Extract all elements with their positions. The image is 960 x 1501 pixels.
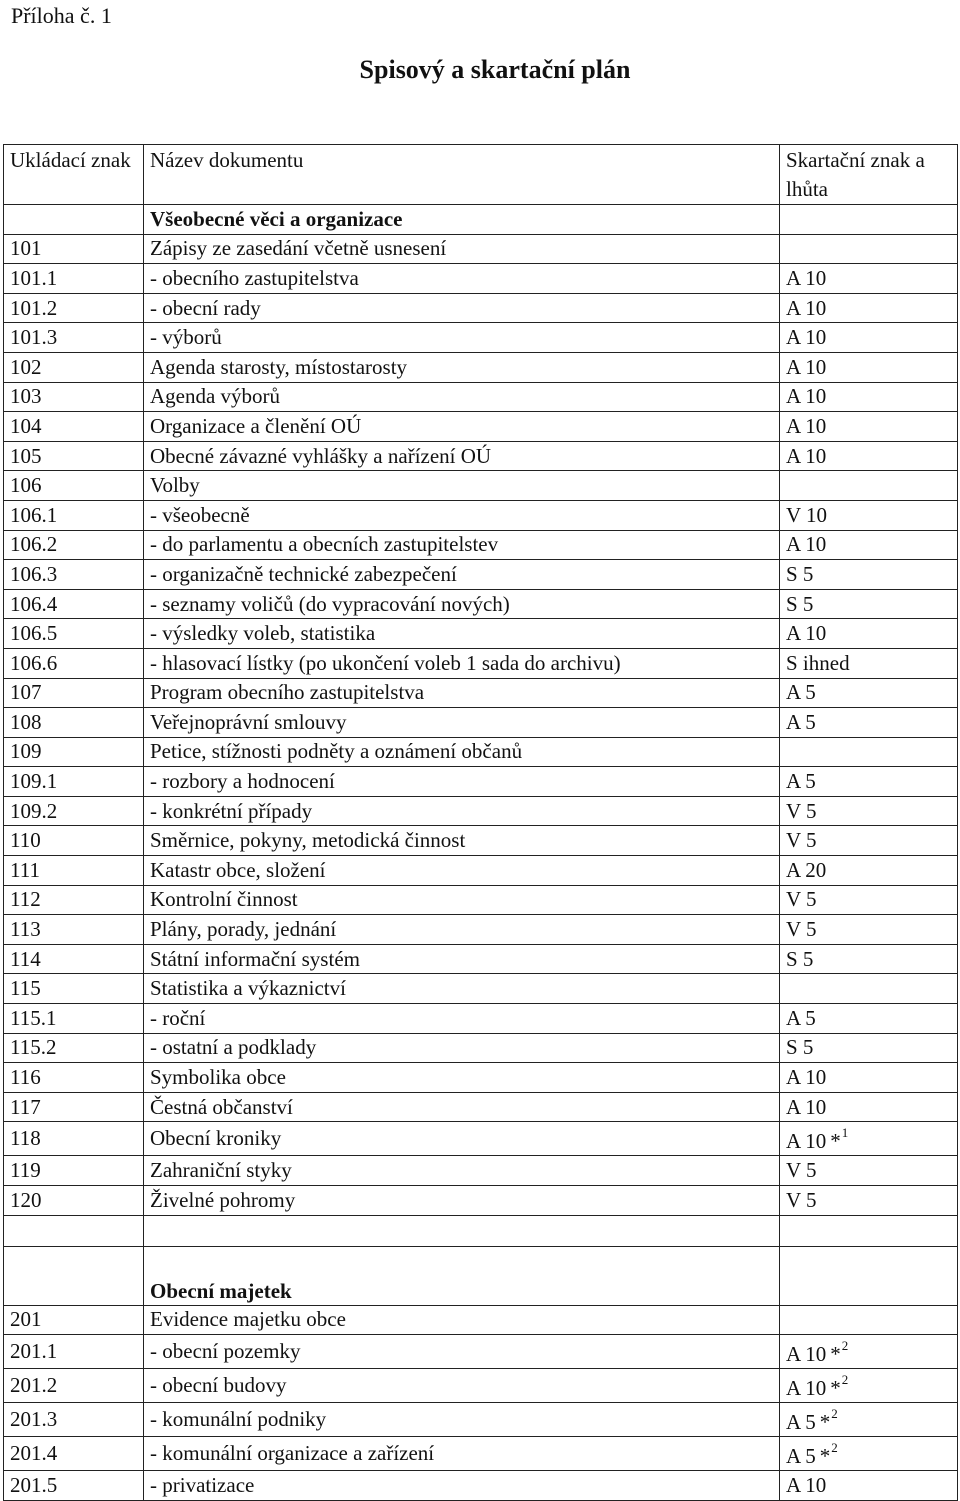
row-code: 112 [4,885,144,915]
row-mark [780,915,958,945]
row-code: 109.2 [4,796,144,826]
section-title: Všeobecné věci a organizace [144,205,780,235]
table-row [4,678,958,708]
footnote-number: 2 [831,1440,838,1456]
filing-plan-table [3,144,958,1501]
table-row [4,293,958,323]
table-row [4,1004,958,1034]
row-name: Obecní kroniky [144,1122,780,1156]
table-row [4,885,958,915]
mark-value: A 10 [786,325,827,350]
table-row [4,1033,958,1063]
row-mark [780,589,958,619]
row-code: 104 [4,412,144,442]
mark-value: A 10 [786,443,827,468]
row-code: 201.4 [4,1437,144,1471]
row-name: - komunální organizace a zařízení [144,1437,780,1471]
row-mark [780,944,958,974]
row-code: 201.5 [4,1471,144,1501]
table-header-row [4,145,958,205]
row-code: 113 [4,915,144,945]
row-code: 101 [4,234,144,264]
table-row [4,619,958,649]
row-mark [780,1033,958,1063]
blank-cell [144,1215,780,1246]
mark-value: A 5 [786,680,816,705]
row-code: 107 [4,678,144,708]
mark-value: A 10 [786,265,827,290]
table-row [4,264,958,294]
row-code: 120 [4,1186,144,1216]
mark-value: V 10 [786,502,828,527]
table-row [4,589,958,619]
row-name: Plány, porady, jednání [144,915,780,945]
row-name: - hlasovací lístky (po ukončení voleb 1 sada do archivu) [144,648,780,678]
row-mark [780,826,958,856]
row-mark [780,441,958,471]
row-name: - roční [144,1004,780,1034]
row-name: - komunální podniky [144,1403,780,1437]
row-name: Státní informační systém [144,944,780,974]
row-code: 111 [4,856,144,886]
mark-value: A 5 [786,1444,816,1469]
row-name: - obecní pozemky [144,1335,780,1369]
section-title: Obecní majetek [144,1246,780,1305]
table-row [4,441,958,471]
table-row [4,1305,958,1335]
mark-value: A 10 [786,1376,827,1401]
row-mark [780,1403,958,1437]
table-row [4,234,958,264]
row-name: Petice, stížnosti podněty a oznámení občanů [144,737,780,767]
blank-cell [780,1215,958,1246]
mark-value: A 10 [786,1065,827,1090]
table-row [4,856,958,886]
row-code: 116 [4,1063,144,1093]
row-name: Katastr obce, složení [144,856,780,886]
row-code: 117 [4,1092,144,1122]
row-name: - privatizace [144,1471,780,1501]
section-row [4,205,958,235]
table-row [4,1335,958,1369]
mark-value: V 5 [786,887,817,912]
row-mark [780,619,958,649]
footnote-star: * [819,1444,831,1469]
row-code: 119 [4,1156,144,1186]
row-mark [780,471,958,501]
row-name: - výsledky voleb, statistika [144,619,780,649]
table-row [4,944,958,974]
row-name: - konkrétní případy [144,796,780,826]
row-name: - ostatní a podklady [144,1033,780,1063]
row-mark [780,1122,958,1156]
page-title: Spisový a skartační plán [359,55,631,84]
mark-value: S 5 [786,1035,814,1060]
table-row [4,412,958,442]
section-mark-cell [780,1246,958,1305]
mark-value: S 5 [786,591,814,616]
row-mark [780,708,958,738]
row-code: 106.3 [4,560,144,590]
mark-value: A 10 [786,1094,827,1119]
row-mark [780,1471,958,1501]
row-mark [780,352,958,382]
mark-value: A 10 [786,413,827,438]
mark-value: A 10 [786,384,827,409]
header-mark: Skartační znak a lhůta [780,145,958,205]
row-mark [780,856,958,886]
mark-value: A 5 [786,769,816,794]
table-row [4,974,958,1004]
row-mark [780,974,958,1004]
footnote-star: * [819,1410,831,1435]
row-mark [780,737,958,767]
row-name: - všeobecně [144,500,780,530]
mark-value: A 10 [786,532,827,557]
row-mark [780,885,958,915]
section-code-cell [4,1246,144,1305]
row-code: 106.4 [4,589,144,619]
row-code: 201.2 [4,1369,144,1403]
table-row [4,471,958,501]
row-code: 106.5 [4,619,144,649]
table-row [4,560,958,590]
row-name: Čestná občanství [144,1092,780,1122]
row-mark [780,767,958,797]
row-mark [780,648,958,678]
table-row [4,1369,958,1403]
row-mark [780,382,958,412]
row-name: Program obecního zastupitelstva [144,678,780,708]
mark-value: V 5 [786,917,817,942]
row-name: Organizace a členění OÚ [144,412,780,442]
row-name: - organizačně technické zabezpečení [144,560,780,590]
table-row [4,767,958,797]
footnote-number: 2 [831,1406,838,1422]
table-row [4,915,958,945]
row-mark [780,500,958,530]
table-row [4,737,958,767]
mark-value: V 5 [786,828,817,853]
footnote-number: 2 [841,1372,849,1388]
table-row [4,826,958,856]
row-mark [780,234,958,264]
row-code: 109.1 [4,767,144,797]
table-row [4,1437,958,1471]
row-mark [780,1063,958,1093]
row-name: Volby [144,471,780,501]
table-row [4,500,958,530]
row-code: 115.2 [4,1033,144,1063]
table-row [4,1092,958,1122]
table-row [4,648,958,678]
attachment-label: Příloha č. 1 [11,3,112,28]
row-name: Zápisy ze zasedání včetně usnesení [144,234,780,264]
row-code: 101.2 [4,293,144,323]
row-mark [780,264,958,294]
mark-value: A 10 [786,354,827,379]
table-row [4,323,958,353]
blank-row [4,1215,958,1246]
row-mark [780,560,958,590]
row-code: 106.1 [4,500,144,530]
mark-value: S 5 [786,946,814,971]
header-name: Název dokumentu [144,145,780,205]
mark-value: S ihned [786,650,850,675]
row-mark [780,530,958,560]
footnote-star: * [830,1376,841,1401]
row-name: Agenda starosty, místostarosty [144,352,780,382]
row-name: Evidence majetku obce [144,1305,780,1335]
section-mark-cell [780,205,958,235]
mark-value: V 5 [786,798,817,823]
row-mark [780,1305,958,1335]
row-code: 106 [4,471,144,501]
row-mark [780,1369,958,1403]
footnote-number: 2 [841,1338,849,1354]
row-code: 118 [4,1122,144,1156]
table-row [4,796,958,826]
header-code: Ukládací znak [4,145,144,205]
section-row [4,1246,958,1305]
table-row [4,352,958,382]
row-code: 106.2 [4,530,144,560]
row-name: Obecné závazné vyhlášky a nařízení OÚ [144,441,780,471]
mark-value: A 5 [786,709,816,734]
row-mark [780,1156,958,1186]
row-name: Směrnice, pokyny, metodická činnost [144,826,780,856]
mark-value: A 10 [786,621,827,646]
row-name: - do parlamentu a obecních zastupitelstev [144,530,780,560]
mark-value: V 5 [786,1158,817,1183]
mark-value: A 20 [786,857,827,882]
row-name: - obecní rady [144,293,780,323]
row-code: 115 [4,974,144,1004]
row-name: Symbolika obce [144,1063,780,1093]
row-mark [780,1186,958,1216]
row-code: 109 [4,737,144,767]
table-row [4,530,958,560]
row-code: 201.1 [4,1335,144,1369]
row-name: Kontrolní činnost [144,885,780,915]
row-name: Veřejnoprávní smlouvy [144,708,780,738]
row-code: 105 [4,441,144,471]
row-name: Zahraniční styky [144,1156,780,1186]
table-row [4,1403,958,1437]
table-row [4,1122,958,1156]
row-mark [780,1092,958,1122]
table-row [4,1063,958,1093]
mark-value: A 10 [786,1342,827,1367]
row-code: 108 [4,708,144,738]
row-mark [780,1004,958,1034]
table-row [4,1471,958,1501]
section-code-cell [4,205,144,235]
row-mark [780,1335,958,1369]
row-name: - obecního zastupitelstva [144,264,780,294]
row-code: 101.1 [4,264,144,294]
row-name: Agenda výborů [144,382,780,412]
blank-cell [4,1215,144,1246]
row-code: 201.3 [4,1403,144,1437]
table-row [4,1156,958,1186]
row-name: Živelné pohromy [144,1186,780,1216]
row-name: - obecní budovy [144,1369,780,1403]
mark-value: S 5 [786,561,814,586]
mark-value: V 5 [786,1187,817,1212]
row-mark [780,1437,958,1471]
row-mark [780,678,958,708]
row-mark [780,796,958,826]
row-code: 103 [4,382,144,412]
row-code: 102 [4,352,144,382]
footnote-number: 1 [841,1125,849,1141]
row-code: 114 [4,944,144,974]
footnote-star: * [830,1129,841,1154]
mark-value: A 10 [786,295,827,320]
mark-value: A 10 [786,1472,827,1497]
row-code: 110 [4,826,144,856]
row-code: 115.1 [4,1004,144,1034]
footnote-star: * [830,1342,841,1367]
row-name: - seznamy voličů (do vypracování nových) [144,589,780,619]
row-mark [780,323,958,353]
mark-value: A 5 [786,1410,816,1435]
row-name: - rozbory a hodnocení [144,767,780,797]
table-row [4,1186,958,1216]
mark-value: A 10 [786,1129,827,1154]
table-row [4,708,958,738]
mark-value: A 5 [786,1005,816,1030]
row-name: Statistika a výkaznictví [144,974,780,1004]
row-name: - výborů [144,323,780,353]
row-mark [780,293,958,323]
table-row [4,382,958,412]
row-code: 101.3 [4,323,144,353]
row-code: 201 [4,1305,144,1335]
table-body [4,205,958,1501]
row-mark [780,412,958,442]
row-code: 106.6 [4,648,144,678]
